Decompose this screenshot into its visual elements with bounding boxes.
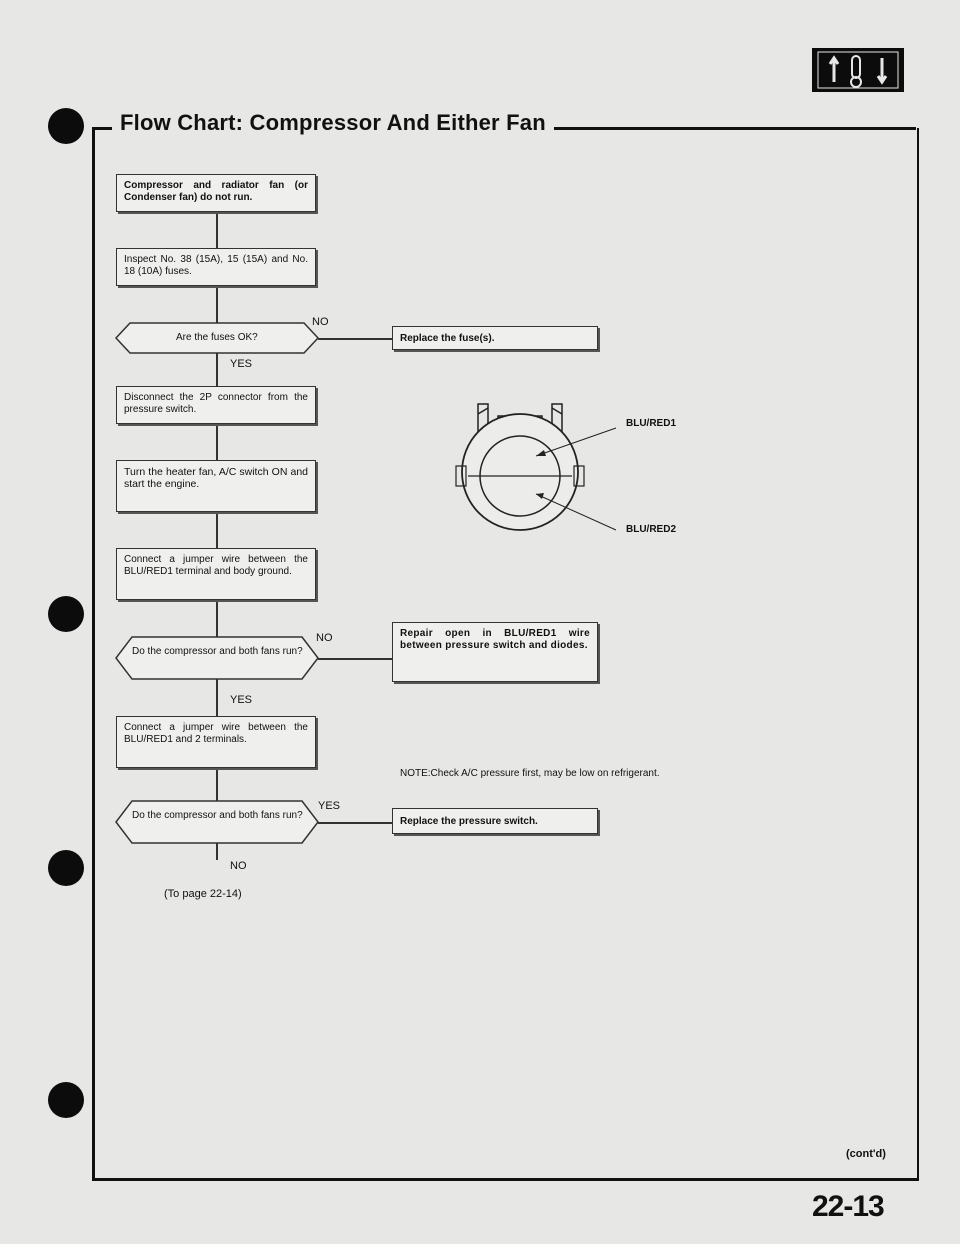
decision-compressor-fans-run-1-text: Do the compressor and both fans run?	[132, 646, 303, 657]
q3-no-label: NO	[230, 860, 247, 872]
page-title: Flow Chart: Compressor And Either Fan	[112, 110, 554, 136]
decision-compressor-fans-run-1	[114, 636, 320, 680]
q2-no-connector	[318, 658, 392, 660]
continued-label: (cont'd)	[846, 1148, 886, 1160]
decision-fuses-ok-text: Are the fuses OK?	[176, 332, 258, 343]
terminal-label-blu-red2: BLU/RED2	[626, 524, 677, 535]
hvac-section-icon	[812, 48, 904, 92]
q1-yes-label: YES	[230, 358, 253, 370]
q2-no-label: NO	[316, 632, 333, 644]
page-number: 22-13	[812, 1190, 884, 1223]
q3-yes-connector	[318, 822, 392, 824]
terminal-label-blu-red1: BLU/RED1	[626, 418, 677, 429]
step-jumper-terminals: Connect a jumper wire between the BLU/RED1 and 2 terminals.	[116, 716, 316, 768]
step-jumper-ground: Connect a jumper wire between the BLU/RED1 terminal and body ground.	[116, 548, 316, 600]
binder-hole	[48, 108, 84, 144]
binder-hole	[48, 1082, 84, 1118]
decision-compressor-fans-run-2-text: Do the compressor and both fans run?	[132, 810, 303, 821]
step-disconnect-2p: Disconnect the 2P connector from the pressure switch.	[116, 386, 316, 424]
binder-hole	[48, 850, 84, 886]
action-replace-pressure-switch: Replace the pressure switch.	[392, 808, 598, 834]
step-inspect-fuses: Inspect No. 38 (15A), 15 (15A) and No. 18 (10A) fuses.	[116, 248, 316, 286]
note-check-pressure: NOTE:Check A/C pressure first, may be low on refrigerant.	[400, 768, 660, 779]
q1-no-connector	[318, 338, 392, 340]
title-rule-right	[512, 127, 916, 130]
pressure-switch-connector-diagram	[440, 392, 640, 542]
step-start: Compressor and radiator fan (or Condenser fan) do not run.	[116, 174, 316, 212]
q2-yes-label: YES	[230, 694, 253, 706]
action-repair-open-wire: Repair open in BLU/RED1 wire between pressure switch and diodes.	[392, 622, 598, 682]
binder-hole	[48, 596, 84, 632]
continue-page-ref: (To page 22-14)	[164, 888, 242, 900]
step-turn-on: Turn the heater fan, A/C switch ON and start the engine.	[116, 460, 316, 512]
action-replace-fuses: Replace the fuse(s).	[392, 326, 598, 350]
q1-no-label: NO	[312, 316, 329, 328]
q3-yes-label: YES	[318, 800, 341, 812]
decision-compressor-fans-run-2	[114, 800, 320, 844]
